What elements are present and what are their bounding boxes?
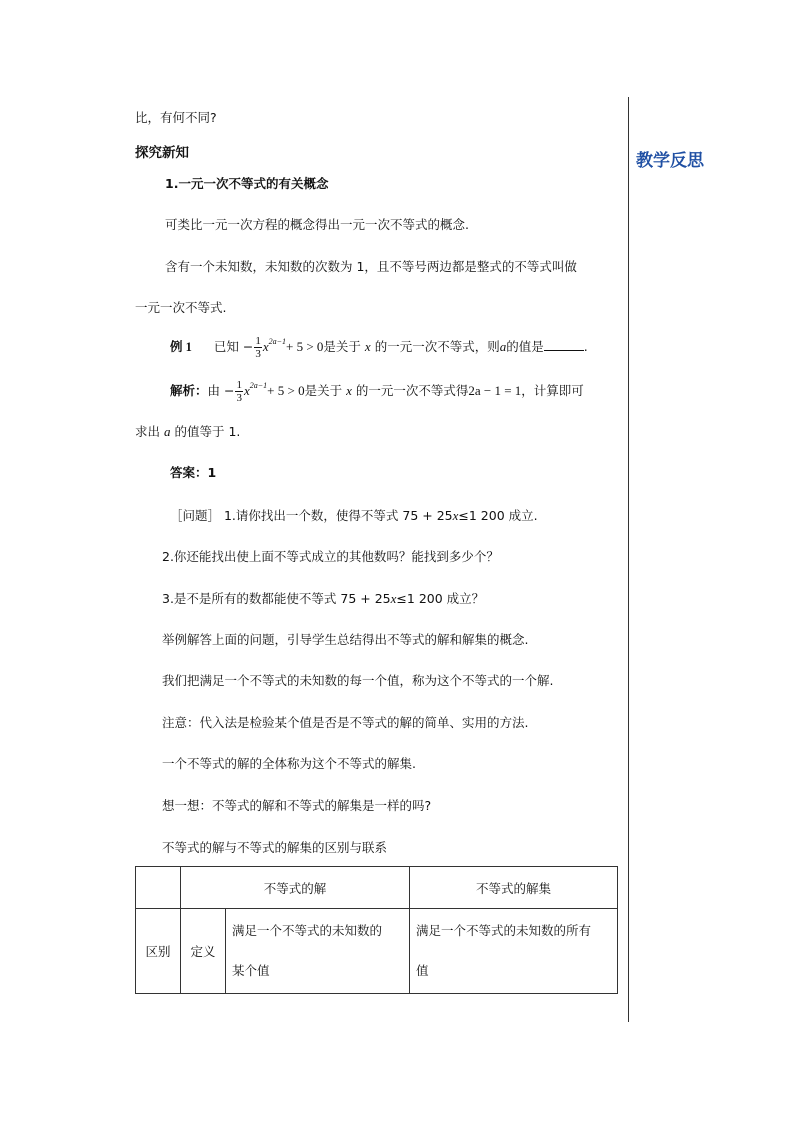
paragraph-analogy: 可类比一元一次方程的概念得出一元一次不等式的概念. — [165, 217, 469, 232]
text-line-intro: 比，有何不同? — [135, 110, 217, 125]
example-text-c: 的一元一次不等式，则 — [374, 339, 500, 354]
table-col-label: 定义 — [181, 909, 226, 994]
fraction: $\frac{1}{3}$ — [236, 379, 242, 404]
cell-text-line1: 满足一个不等式的未知数的 — [232, 923, 383, 938]
table-header-solution: 不等式的解 — [181, 867, 410, 909]
variable-x: x — [390, 591, 397, 606]
equation: 2a − 1 = 1 — [468, 383, 522, 398]
paragraph-definition: 含有一个未知数，未知数的次数为 1，且不等号两边都是整式的不等式叫做 — [165, 259, 577, 274]
analysis-text-c: 的一元一次不等式得 — [355, 383, 469, 398]
inequality-tail: + 5 > 0 — [286, 339, 324, 354]
paragraph-solution-def: 我们把满足一个不等式的未知数的每一个值，称为这个不等式的一个解. — [162, 673, 554, 688]
question-3-end: ≤1 200 成立？ — [396, 591, 485, 606]
variable-x: x — [364, 339, 371, 354]
cell-text-line1: 满足一个不等式的未知数的所有 — [416, 923, 592, 938]
paragraph-solution-set-def: 一个不等式的解的全体称为这个不等式的解集. — [162, 756, 416, 771]
variable-x: x — [452, 508, 459, 523]
inequality-tail: + 5 > 0 — [267, 383, 305, 398]
variable-x: x — [243, 383, 250, 398]
margin-divider — [628, 97, 629, 1022]
question-1-end: ≤1 200 成立. — [458, 508, 538, 523]
table-row-label: 区别 — [136, 909, 181, 994]
paragraph-think: 想一想：不等式的解和不等式的解集是一样的吗? — [162, 798, 432, 813]
table-cell-solution-set — [410, 909, 618, 994]
section-title: 探究新知 — [135, 145, 189, 161]
analysis-text-b: 是关于 — [304, 383, 343, 398]
example-text-b: 是关于 — [323, 339, 361, 354]
paragraph-definition-end: 一元一次不等式. — [135, 300, 227, 315]
table-cell-solution — [226, 909, 410, 994]
analysis-label: 解析： — [170, 383, 208, 398]
exponent: 2a−1 — [268, 337, 286, 346]
example-label: 例 1 — [170, 340, 192, 354]
example-text-d: 的值是 — [506, 339, 544, 354]
example-1 — [170, 329, 588, 360]
table-header-solution-set: 不等式的解集 — [410, 867, 618, 909]
analysis-conclusion-b: 的值等于 1. — [174, 424, 241, 439]
cell-text-line2: 某个值 — [232, 963, 270, 978]
reflection-heading: 教学反思 — [636, 151, 704, 171]
question-1-text: ［问题］ 1.请你找出一个数，使得不等式 75 + 25 — [170, 508, 453, 523]
question-3-text: 3.是不是所有的数都能使不等式 75 + 25 — [162, 591, 391, 606]
variable-x: x — [346, 383, 352, 398]
fraction: $\frac{1}{3}$ — [255, 335, 261, 360]
question-3 — [162, 589, 484, 607]
answer: 答案：1 — [170, 465, 217, 480]
cell-text-line2: 值 — [416, 963, 429, 978]
variable-a: a — [499, 339, 507, 354]
analysis — [170, 373, 584, 404]
subsection-title: 1.一元一次不等式的有关概念 — [165, 176, 329, 191]
analysis-conclusion-a: 求出 — [135, 424, 161, 439]
example-text-a: 已知 − — [213, 339, 254, 354]
paragraph-guide: 举例解答上面的问题，引导学生总结得出不等式的解和解集的概念. — [162, 632, 529, 647]
variable-a: a — [164, 424, 171, 439]
comparison-table — [135, 866, 618, 994]
analysis-conclusion — [135, 422, 240, 440]
question-1 — [170, 506, 538, 524]
period: . — [583, 339, 588, 354]
table-corner-cell — [136, 867, 181, 909]
analysis-text-d: ，计算即可 — [521, 383, 584, 398]
table-caption: 不等式的解与不等式的解集的区别与联系 — [162, 840, 388, 855]
paragraph-note: 注意：代入法是检验某个值是否是不等式的解的简单、实用的方法. — [162, 715, 529, 730]
variable-x: x — [262, 339, 269, 354]
analysis-text-a: 由 − — [207, 383, 235, 398]
exponent: 2a−1 — [249, 381, 268, 390]
answer-blank — [544, 338, 584, 351]
question-2: 2.你还能找出使上面不等式成立的其他数吗？能找到多少个？ — [162, 549, 499, 564]
